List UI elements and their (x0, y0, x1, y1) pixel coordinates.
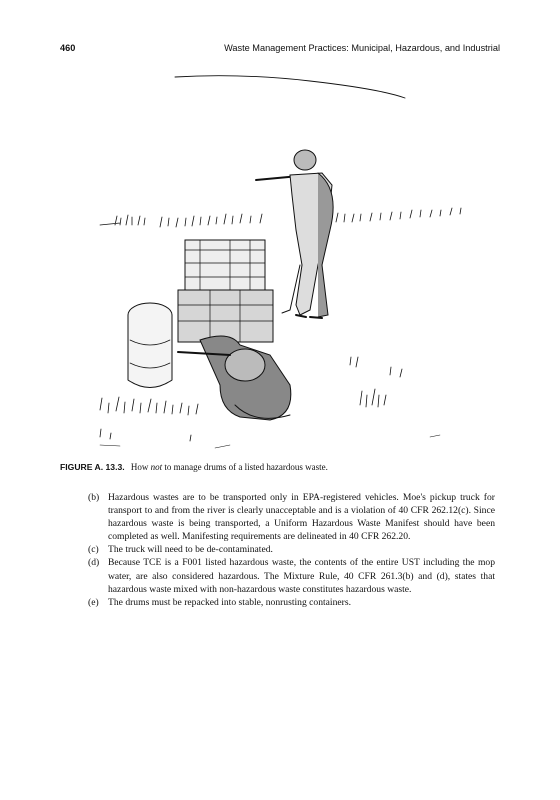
running-header (60, 43, 500, 57)
answer-list (88, 491, 495, 609)
caption-emphasis: not (150, 462, 163, 472)
grass-line (100, 208, 461, 227)
list-item (88, 596, 495, 609)
list-item (88, 491, 495, 543)
page-number: 460 (60, 43, 76, 53)
item-marker: (c) (88, 544, 99, 556)
list-item (88, 556, 495, 595)
item-marker: (e) (88, 596, 99, 608)
item-text: The drums must be repacked into stable, nonrusting containers. (108, 596, 351, 608)
figure-illustration (60, 65, 500, 457)
horizon-line (175, 76, 405, 98)
caption-text-before: How (130, 462, 149, 472)
item-marker: (d) (88, 557, 100, 569)
figure-label: FIGURE A. 13.3. (60, 462, 125, 472)
item-marker: (b) (88, 492, 100, 503)
item-text: Because TCE is a F001 listed hazardous waste, the contents of the entire UST including the mop water, are also considered hazardous. The Mixture Rule, 40 CFR 261.3(b) and (d), states that hazardous waste mixed with non-hazardous waste constitutes hazardous waste. (108, 557, 495, 595)
item-text: The truck will need to be de-contaminated. (108, 544, 273, 556)
caption-text-after: to manage drums of a listed hazardous waste. (164, 462, 328, 472)
crouching-figure (178, 336, 291, 420)
item-text: Hazardous wastes are to be transported only in EPA-registered vehicles. Moe's pickup truck for transport to and from the river is clearly unacceptable and is a violation of 40 CFR 262.12(c). Since hazardous waste is being transported, a Uniform Hazardous Waste Manifest should have been completed as well. Manifesting requirements are delineated in 40 CFR 262.20. (108, 492, 495, 543)
list-item (88, 543, 495, 556)
figure-caption (60, 462, 500, 472)
running-title: Waste Management Practices: Municipal, Hazardous, and Industrial (224, 43, 500, 53)
